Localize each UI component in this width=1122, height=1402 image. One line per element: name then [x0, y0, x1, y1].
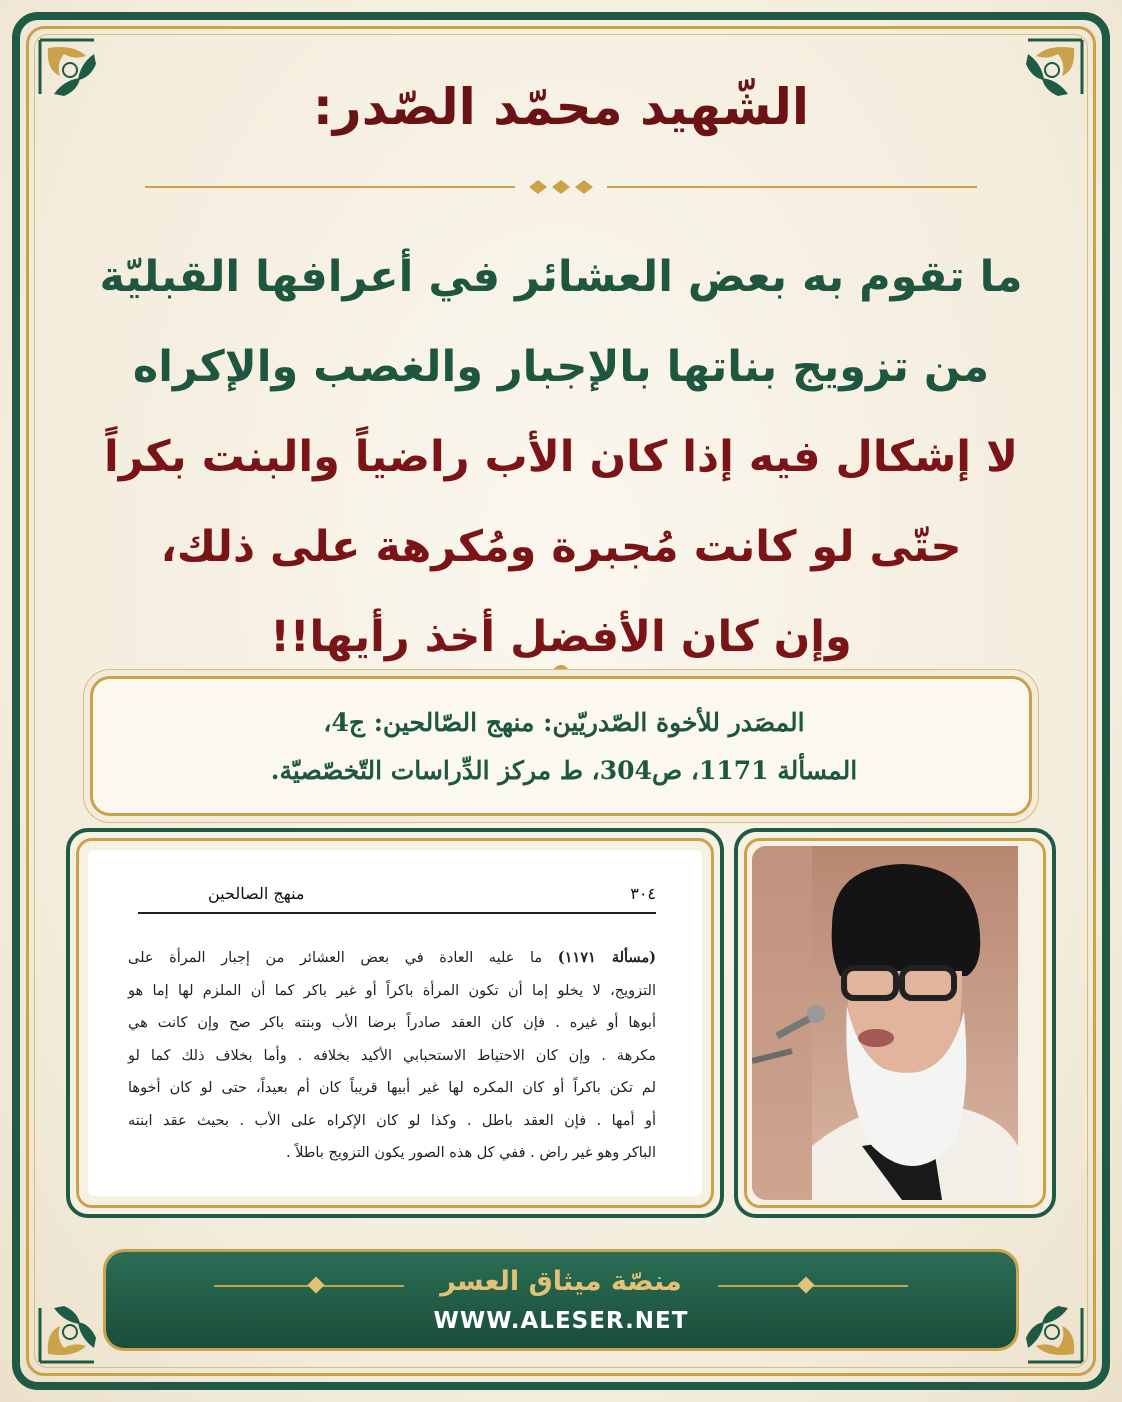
page-title: الشّهيد محمّد الصّدر:	[312, 78, 810, 136]
issue-label: (مسألة ١١٧١)	[557, 949, 656, 966]
statement-line: ما تقوم به بعض العشائر في أعرافها القبليّة	[99, 252, 1023, 302]
portrait-panel	[734, 828, 1056, 1218]
statement-line: حتّى لو كانت مُجبرة ومُكرهة على ذلك،	[160, 522, 962, 572]
book-page-scan	[88, 850, 702, 1196]
book-page-number: ٣٠٤	[630, 884, 656, 903]
portrait-image	[752, 846, 1018, 1200]
book-page-header	[138, 884, 656, 914]
book-title: منهج الصالحين	[208, 884, 305, 903]
statement-line: من تزويج بناتها بالإجبار والغصب والإكراه	[132, 342, 990, 392]
footer-banner	[106, 1252, 1016, 1348]
source-box	[90, 676, 1032, 816]
title-divider	[145, 180, 977, 194]
statement-block	[60, 232, 1062, 682]
book-text-line: أبوها أو غيره . فإن كان العقد صادراً برضا الأب وبنته باكر صح وإن كانت هي	[128, 1015, 656, 1031]
book-text-line: أو أمها . فإن العقد باطل . وكذا لو كان الإكراه على الأب . بحيث عقد ابنته	[128, 1112, 656, 1129]
website-link[interactable]: WWW.ALESER.NET	[433, 1308, 689, 1334]
statement-line: وإن كان الأفضل أخذ رأيها!!	[270, 612, 852, 662]
source-line: المسألة 1171، ص304، ط مركز الدِّراسات التّخصّصيّة.	[270, 756, 858, 785]
book-page-panel	[66, 828, 724, 1218]
book-text	[128, 942, 656, 1170]
portrait-photo	[752, 846, 1038, 1200]
source-line: المصَدر للأخوة الصّدريّين: منهج الصّالحين: ج4،	[323, 708, 805, 737]
book-text-line: (مسألة ١١٧١) ما عليه العادة في بعض العشائر من إجبار المرأة على	[128, 949, 656, 966]
book-text-line: الباكر وهو غير راض . ففي كل هذه الصور يكون التزويج باطلاً .	[286, 1145, 656, 1161]
statement-line: لا إشكال فيه إذا كان الأب راضياً والبنت بكراً	[103, 432, 1019, 482]
book-text-line: التزويج، لا يخلو إما أن تكون المرأة باكراً أو غير باكر كما أن الملزم لها إما هو	[128, 982, 656, 999]
book-text-line: مكرهة . وإن كان الاحتياط الاستحبابي الأكيد بخلافه . وأما بخلاف ذلك كما لو	[128, 1047, 656, 1064]
book-text-line: لم تكن باكراً أو كان المكره لها غير أبيها قريباً كان أم بعيداً، حتى لو كان أخوها	[128, 1080, 656, 1096]
platform-name: منصّة ميثاق العسر	[440, 1266, 682, 1297]
